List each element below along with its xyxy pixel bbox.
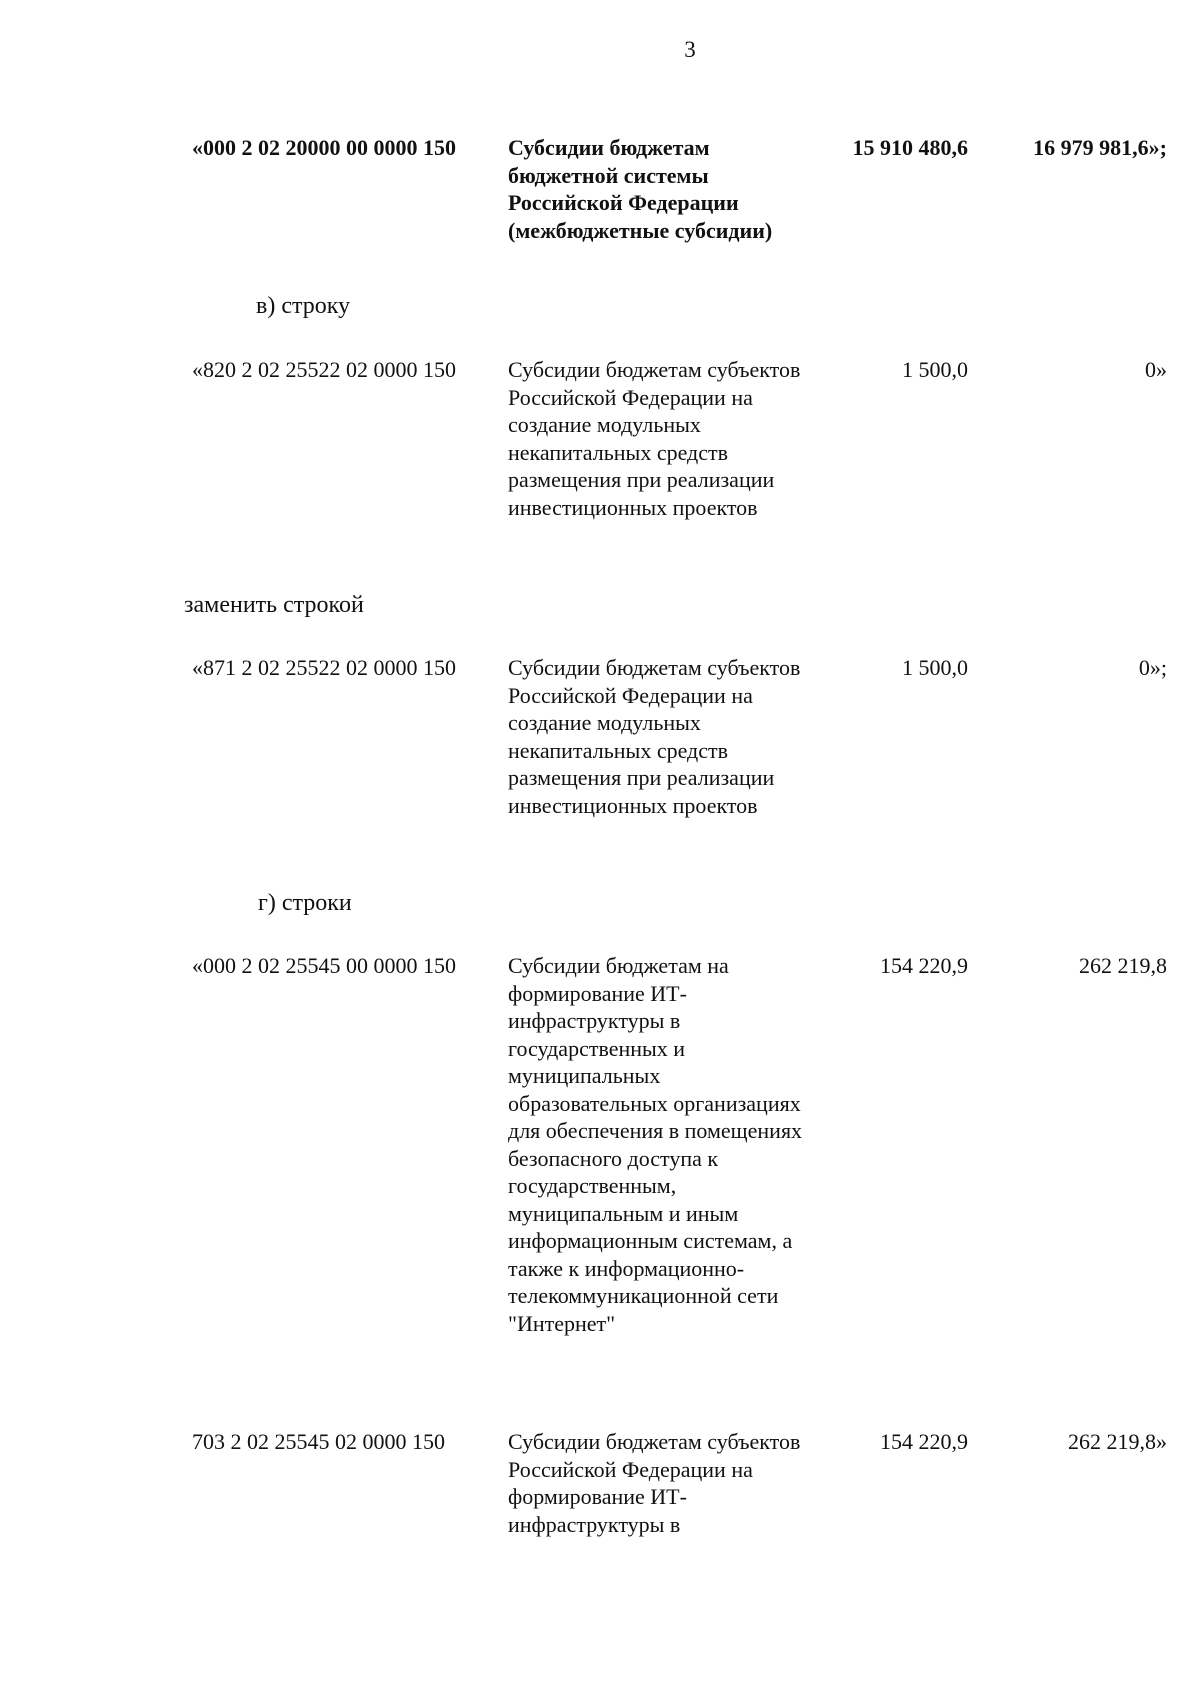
value-first-year: 1 500,0	[902, 655, 968, 680]
value-second-year: 0»;	[1138, 655, 1167, 680]
budget-code: «000 2 02 25545 00 0000 150	[192, 953, 456, 978]
value-first-year: 154 220,9	[880, 953, 968, 978]
value-second-year: 262 219,8	[1079, 953, 1167, 978]
row-description: Субсидии бюджетам бюджетной системы Российской Федерации (межбюджетные субсидии)	[508, 135, 773, 243]
instruction-v-stroku: в) строку	[256, 293, 351, 319]
value-first-year: 154 220,9	[880, 1429, 968, 1454]
budget-code: 703 2 02 25545 02 0000 150	[192, 1429, 445, 1454]
value-second-year: 16 979 981,6»;	[1033, 135, 1167, 160]
instruction-g-stroki: г) строки	[258, 890, 352, 916]
budget-code: «000 2 02 20000 00 0000 150	[192, 135, 456, 160]
row-description: Субсидии бюджетам субъектов Российской Федерации на формирование ИТ-инфраструктуры в	[508, 1429, 801, 1537]
budget-code: «820 2 02 25522 02 0000 150	[192, 357, 456, 382]
row-description: Субсидии бюджетам на формирование ИТ-инфраструктуры в государственных и муниципальных образовательных организациях для обеспечения в помещениях безопасного доступа к государственным, муниципальным и иным информационным системам, а также к информационно-телекоммуникационной сети "Интернет"	[508, 953, 803, 1336]
value-first-year: 15 910 480,6	[852, 135, 968, 160]
value-first-year: 1 500,0	[902, 357, 968, 382]
value-second-year: 0»	[1145, 357, 1167, 382]
row-description: Субсидии бюджетам субъектов Российской Федерации на создание модульных некапитальных средств размещения при реализации инвестиционных проектов	[508, 655, 801, 818]
row-description: Субсидии бюджетам субъектов Российской Федерации на создание модульных некапитальных средств размещения при реализации инвестиционных проектов	[508, 357, 801, 520]
instruction-zamenit-strokoy: заменить строкой	[184, 592, 364, 618]
value-second-year: 262 219,8»	[1068, 1429, 1167, 1454]
budget-code: «871 2 02 25522 02 0000 150	[192, 655, 456, 680]
page-number: 3	[684, 37, 696, 62]
